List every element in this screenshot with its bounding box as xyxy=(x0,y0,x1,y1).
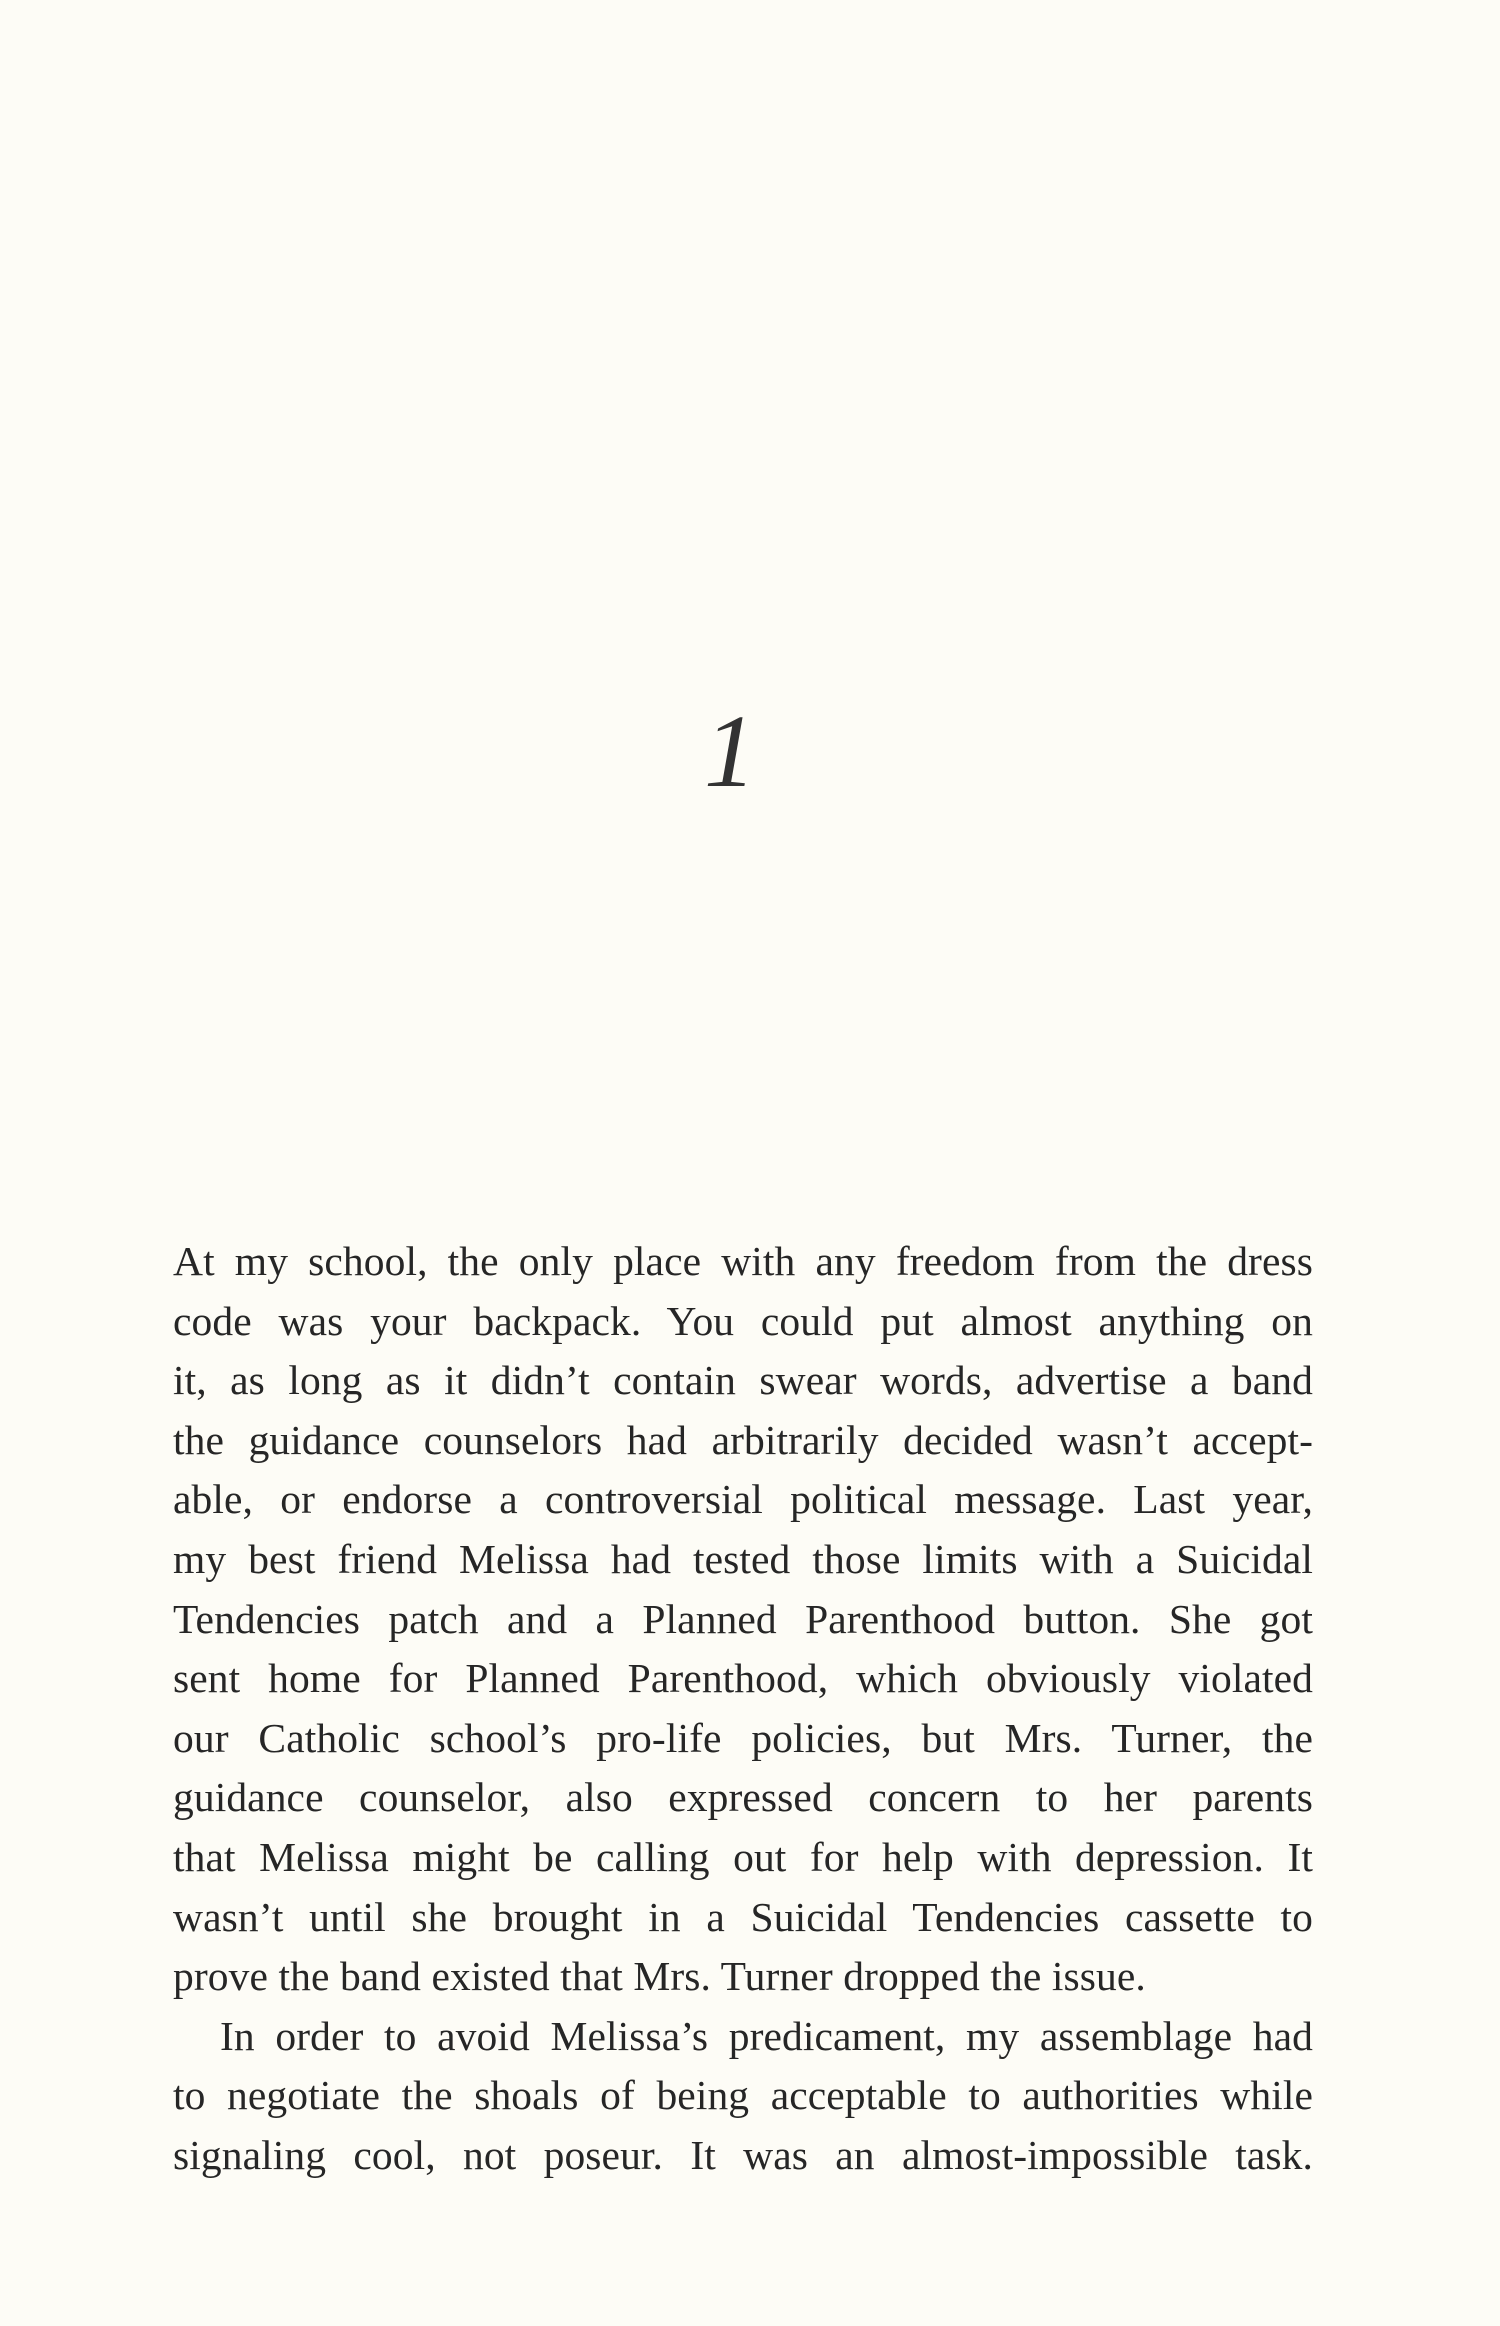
body-text xyxy=(173,1232,1313,2186)
text-line: the guidance counselors had arbitrarily decided wasn’t accept- xyxy=(173,1416,1313,1463)
text-line: able, or endorse a controversial political message. Last year, xyxy=(173,1476,1313,1523)
text-line: it, as long as it didn’t contain swear words, advertise a band xyxy=(173,1357,1313,1404)
chapter-number: 1 xyxy=(704,694,756,809)
paragraph-2 xyxy=(173,2007,1313,2186)
text-line: our Catholic school’s pro-life policies, but Mrs. Turner, the xyxy=(173,1714,1313,1761)
text-line: At my school, the only place with any freedom from the dress xyxy=(173,1238,1313,1284)
text-line: sent home for Planned Parenthood, which obviously violated xyxy=(173,1655,1313,1702)
text-line: guidance counselor, also expressed concern to her parents xyxy=(173,1774,1313,1821)
text-line: wasn’t until she brought in a Suicidal Tendencies cassette to xyxy=(173,1893,1313,1940)
text-line: code was your backpack. You could put almost anything on xyxy=(173,1297,1313,1344)
text-line: that Melissa might be calling out for help with depression. It xyxy=(173,1833,1313,1880)
text-line: signaling cool, not poseur. It was an almost-impossible task. xyxy=(173,2131,1313,2178)
paragraph-1 xyxy=(173,1232,1313,2007)
text-line: Tendencies patch and a Planned Parenthood button. She got xyxy=(173,1595,1313,1642)
text-line: to negotiate the shoals of being acceptable to authorities while xyxy=(173,2072,1313,2119)
text-line: In order to avoid Melissa’s predicament, my assemblage had xyxy=(220,2012,1313,2059)
text-line: prove the band existed that Mrs. Turner dropped the issue. xyxy=(173,1953,1146,2000)
text-line: my best friend Melissa had tested those limits with a Suicidal xyxy=(173,1535,1313,1582)
